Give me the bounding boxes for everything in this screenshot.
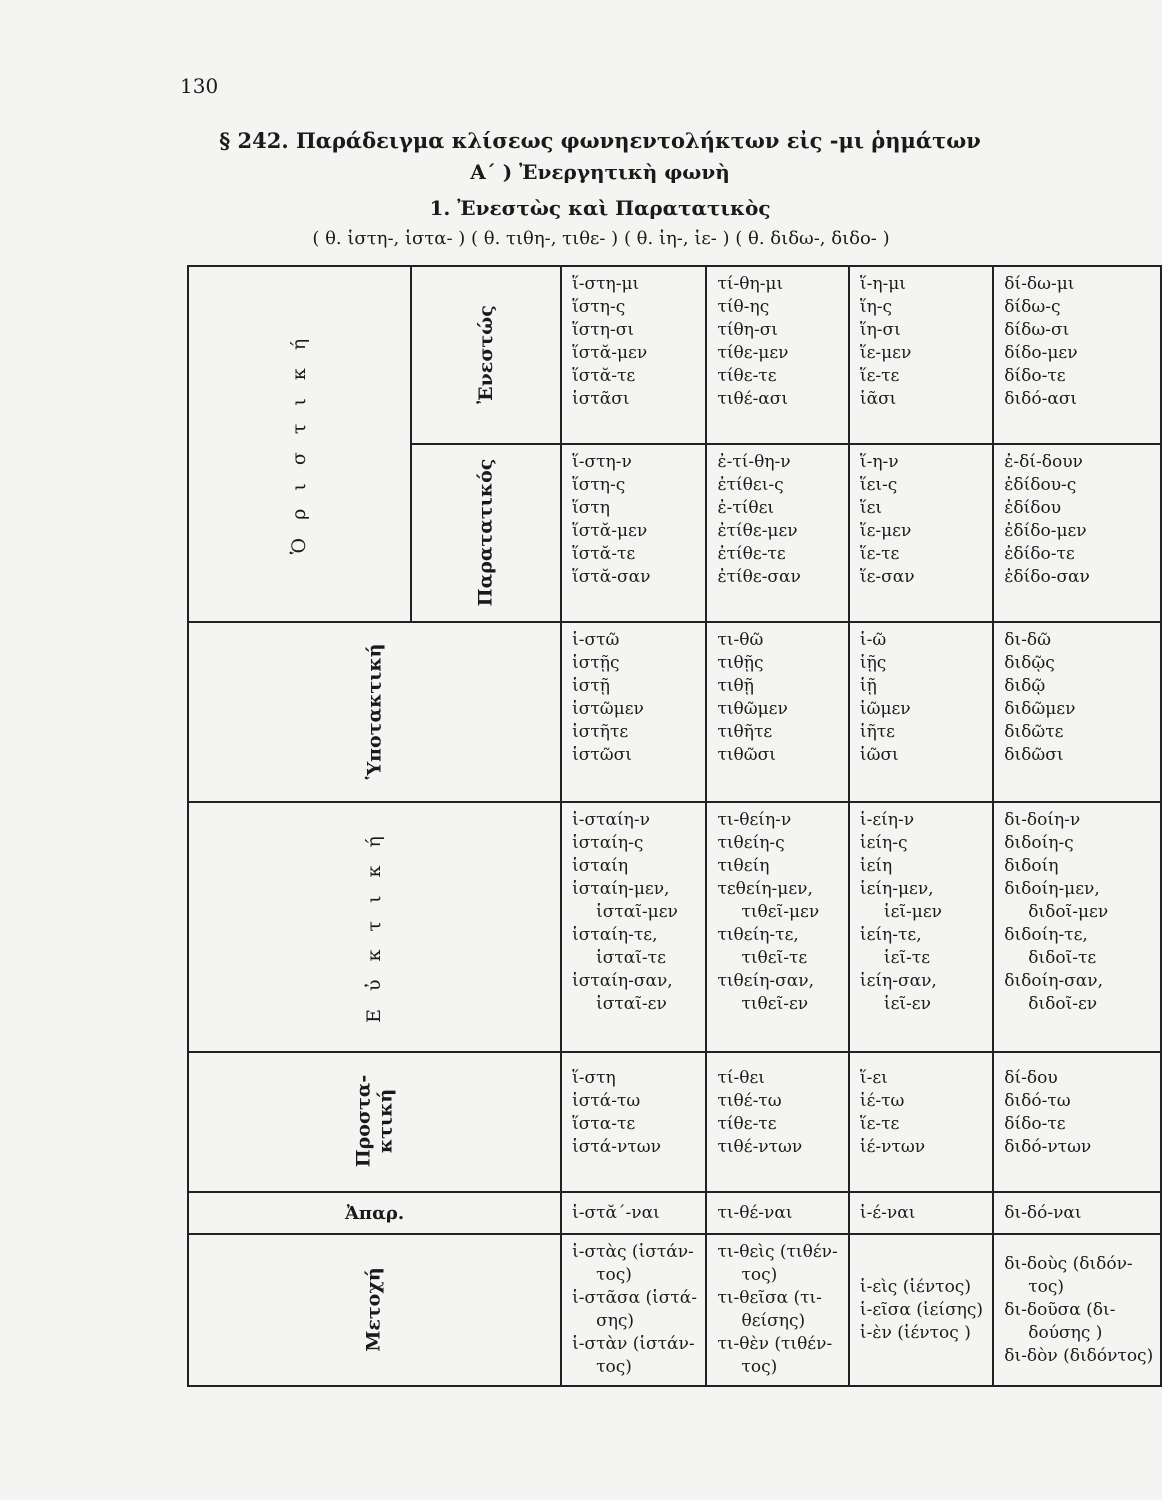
form: ἱεῖ-τε (883, 948, 931, 968)
form: τίθε-τε (717, 366, 777, 386)
form: ἱστά-ντων (572, 1137, 661, 1157)
cell-metochi-hiemi (849, 1234, 993, 1386)
form: τιθῶμεν (717, 699, 788, 719)
form: ἱεῖ-εν (883, 994, 931, 1014)
form: θείσης) (741, 1311, 806, 1331)
tense-paratatikos (411, 444, 561, 622)
form: ἱσταίη-μεν, (572, 879, 670, 899)
form: ἱστῶσι (572, 745, 632, 765)
form: ἵστα-τε (572, 1114, 636, 1134)
form: ἐτίθε-τε (717, 544, 786, 564)
form: τί-θει (717, 1068, 765, 1088)
form: τιθεῖ-μεν (741, 902, 820, 922)
form: ἵ-η-μι (859, 274, 906, 294)
label-prostaktiki (353, 1075, 397, 1168)
label-ypotaktiki: Ὑποτακτική (363, 643, 386, 780)
form: τιθείη-ς (717, 833, 785, 853)
cell-aparemfato-tithemi (706, 1192, 848, 1234)
form: ἱ-στᾶσα (ἱστά- (572, 1288, 698, 1308)
form: ἐδίδο-μεν (1004, 521, 1087, 541)
form: ἐ-τίθει (717, 498, 775, 518)
stem-isthmi: ( θ. ἱστη-, ἱστα- ) (312, 228, 466, 249)
form: ἱστᾶσι (572, 389, 630, 409)
form: ἵε-σαν (859, 567, 915, 587)
cell-enestos-didomi (993, 266, 1161, 444)
form: δι-δῶ (1004, 630, 1051, 650)
cell-prostaktiki-didomi (993, 1052, 1161, 1192)
cell-prostaktiki-istemi (561, 1052, 706, 1192)
form: ἵστᾰ-μεν (572, 521, 648, 541)
page-number: 130 (180, 74, 219, 98)
form: ἐδίδο-τε (1004, 544, 1075, 564)
form: ἱσταῖ-μεν (596, 902, 678, 922)
cell-paratatikos-istemi (561, 444, 706, 622)
form: ἱῶσι (859, 745, 899, 765)
form: δίδω-σι (1004, 320, 1070, 340)
form: ἵε-τε (859, 544, 900, 564)
form: τιθέ-ντων (717, 1137, 803, 1157)
form: τιθεῖ-τε (741, 948, 808, 968)
form: διδό-τω (1004, 1091, 1071, 1111)
form: ἱ-σταίη-ν (572, 810, 650, 830)
form: ἵστη-ς (572, 297, 626, 317)
form: τιθῆτε (717, 722, 773, 742)
form: ἱ-έ-ναι (859, 1202, 916, 1223)
form: ἱ-στᾰ΄-ναι (572, 1202, 660, 1223)
form: ἱ-ὲν (ἱέντος ) (859, 1322, 971, 1343)
cell-ypotaktiki-istemi (561, 622, 706, 802)
form: τιθῇς (717, 653, 764, 673)
cell-ypotaktiki-tithemi (706, 622, 848, 802)
form: ἵστᾰ-τε (572, 366, 636, 386)
form: δι-δοὺς (διδόν- (1004, 1253, 1133, 1274)
form: διδῶμεν (1004, 699, 1076, 719)
mood-metochi (188, 1234, 561, 1386)
row-ypotaktiki (188, 622, 1161, 802)
row-prostaktiki (188, 1052, 1161, 1192)
form: ἱσταίη-τε, (572, 925, 658, 945)
label-efktiki: Ε ὐ κ τ ι κ ή (363, 830, 386, 1023)
form: διδοῖ-εν (1028, 994, 1098, 1014)
form: δι-δό-ναι (1004, 1202, 1082, 1223)
form: τίθε-τε (717, 1114, 777, 1134)
form: ἐτίθε-μεν (717, 521, 798, 541)
tense-enestos (411, 266, 561, 444)
stems-line (186, 228, 1016, 249)
cell-ypotaktiki-hiemi (849, 622, 993, 802)
form: τίθη-σι (717, 320, 778, 340)
form: δούσης ) (1028, 1322, 1103, 1343)
form: ἱῇς (859, 653, 887, 673)
form: ἵει (859, 498, 883, 518)
form: τι-θὲν (τιθέν- (717, 1334, 833, 1354)
form: δι-δοῦσα (δι- (1004, 1299, 1116, 1320)
form: διδό-ντων (1004, 1137, 1092, 1157)
form: διδοίη-ς (1004, 833, 1074, 853)
form: τος) (596, 1265, 632, 1285)
form: διδῷς (1004, 653, 1055, 673)
cell-efktiki-didomi (993, 802, 1161, 1052)
form: τί-θη-μι (717, 274, 784, 294)
mood-oristiki (188, 266, 411, 622)
cell-paratatikos-hiemi (849, 444, 993, 622)
row-metochi (188, 1234, 1161, 1386)
mood-prostaktiki (188, 1052, 561, 1192)
form: ἱστά-τω (572, 1091, 641, 1111)
stem-hiemi: ( θ. ἱη-, ἱε- ) (623, 228, 730, 249)
label-prostaktiki-line2: κτική (374, 1088, 397, 1154)
form: διδῶσι (1004, 745, 1064, 765)
cell-aparemfato-istemi (561, 1192, 706, 1234)
stem-didomi: ( θ. διδω-, διδο- ) (735, 228, 890, 249)
form: διδοίη-τε, (1004, 925, 1088, 945)
form: δι-δοίη-ν (1004, 810, 1081, 830)
form: ἱ-εὶς (ἱέντος) (859, 1276, 971, 1297)
form: τι-θεῖσα (τι- (717, 1288, 822, 1308)
form: ἱῆτε (859, 722, 895, 742)
form: τιθείη-σαν, (717, 971, 814, 991)
form: ἵει-ς (859, 475, 898, 495)
form: τιθῇ (717, 676, 754, 696)
form: ἐ-δί-δουν (1004, 452, 1083, 472)
form: ἵε-τε (859, 366, 900, 386)
cell-paratatikos-didomi (993, 444, 1161, 622)
form: τος) (596, 1357, 632, 1377)
form: ἱσταίη (572, 856, 629, 876)
cell-enestos-istemi (561, 266, 706, 444)
row-aparemfato (188, 1192, 1161, 1234)
form: ἵστᾰ-τε (572, 544, 636, 564)
form: σης) (596, 1311, 635, 1331)
form: ἵστη (572, 498, 610, 518)
form: ἱστῇς (572, 653, 620, 673)
mood-efktiki (188, 802, 561, 1052)
form: ἱ-είη-ν (859, 810, 915, 830)
form: ἱείη-μεν, (859, 879, 934, 899)
cell-metochi-istemi (561, 1234, 706, 1386)
form: τος) (741, 1357, 778, 1377)
section-heading: 1. Ἐνεστὼς καὶ Παρατατικὸς (429, 196, 771, 220)
form: ἵ-ει (859, 1068, 888, 1088)
form: ἱστῶμεν (572, 699, 644, 719)
label-metochi: Μετοχή (363, 1267, 386, 1352)
form: διδοίη (1004, 856, 1059, 876)
form: δίδο-τε (1004, 366, 1066, 386)
form: ἵστη-σι (572, 320, 634, 340)
conjugation-table (187, 265, 1162, 1387)
page-title: § 242. Παράδειγμα κλίσεως φωνηεντολήκτων εἰς -μι ῥημάτων (219, 128, 981, 153)
form: τίθε-μεν (717, 343, 789, 363)
form: ἵε-μεν (859, 521, 912, 541)
form: δί-δου (1004, 1068, 1058, 1088)
form: ἱείη-τε, (859, 925, 922, 945)
stem-tithemi: ( θ. τιθη-, τιθε- ) (471, 228, 619, 249)
cell-prostaktiki-tithemi (706, 1052, 848, 1192)
cell-efktiki-tithemi (706, 802, 848, 1052)
form: ἱῶμεν (859, 699, 911, 719)
mood-aparemfato: Ἀπαρ. (188, 1192, 561, 1234)
form: ἱέ-ντων (859, 1137, 926, 1157)
form: ἵστᾰ-σαν (572, 567, 651, 587)
cell-prostaktiki-hiemi (849, 1052, 993, 1192)
form: ἱ-εῖσα (ἱείσης) (859, 1299, 984, 1320)
form: ἐτίθει-ς (717, 475, 784, 495)
form: ἱστῇ (572, 676, 610, 696)
form: τι-θείη-ν (717, 810, 792, 830)
form: ἵ-η-ν (859, 452, 899, 472)
form: ἱ-στὰν (ἱστάν- (572, 1334, 695, 1354)
row-efktiki (188, 802, 1161, 1052)
form: διδό-ασι (1004, 389, 1078, 409)
form: δι-δὸν (διδόντος) (1004, 1345, 1154, 1366)
mood-ypotaktiki (188, 622, 561, 802)
form: ἐδίδου-ς (1004, 475, 1077, 495)
form: διδῶτε (1004, 722, 1064, 742)
form: διδῷ (1004, 676, 1046, 696)
form: διδοῖ-μεν (1028, 902, 1109, 922)
form: ἱσταίη-ς (572, 833, 644, 853)
cell-paratatikos-tithemi (706, 444, 848, 622)
form: ἵ-στη-ν (572, 452, 632, 472)
form: ἱείη (859, 856, 893, 876)
form: τίθ-ης (717, 297, 770, 317)
form: ἱεῖ-μεν (883, 902, 942, 922)
form: δί-δω-μι (1004, 274, 1075, 294)
form: τι-θέ-ναι (717, 1202, 793, 1223)
form: ἱᾶσι (859, 389, 897, 409)
label-paratatikos: Παρατατικός (474, 458, 497, 607)
form: ἱ-στῶ (572, 630, 620, 650)
cell-enestos-hiemi (849, 266, 993, 444)
form: τιθέ-τω (717, 1091, 782, 1111)
form: ἵη-σι (859, 320, 901, 340)
form: τι-θῶ (717, 630, 764, 650)
cell-metochi-tithemi (706, 1234, 848, 1386)
cell-enestos-tithemi (706, 266, 848, 444)
form: ἵε-τε (859, 1114, 900, 1134)
form: ἱέ-τω (859, 1091, 905, 1111)
form: ἵε-μεν (859, 343, 912, 363)
form: ἱσταῖ-τε (596, 948, 666, 968)
form: ἵ-στη-μι (572, 274, 640, 294)
label-prostaktiki-line1: Προστα- (352, 1074, 375, 1168)
form: τος) (1028, 1276, 1065, 1297)
form: ἱσταῖ-εν (596, 994, 667, 1014)
cell-aparemfato-hiemi (849, 1192, 993, 1234)
form: ἱῇ (859, 676, 877, 696)
cell-efktiki-hiemi (849, 802, 993, 1052)
label-enestos: Ἐνεστώς (474, 305, 497, 404)
form: διδοίη-μεν, (1004, 879, 1100, 899)
form: δίδω-ς (1004, 297, 1061, 317)
form: τιθέ-ασι (717, 389, 789, 409)
form: διδοίη-σαν, (1004, 971, 1104, 991)
form: τεθείη-μεν, (717, 879, 813, 899)
label-oristiki: Ὁ ρ ι σ τ ι κ ή (288, 332, 311, 555)
form: ἱστῆτε (572, 722, 629, 742)
form: διδοῖ-τε (1028, 948, 1097, 968)
form: ἵη-ς (859, 297, 893, 317)
form: ἵστᾰ-μεν (572, 343, 648, 363)
form: τος) (741, 1265, 778, 1285)
form: τιθῶσι (717, 745, 776, 765)
form: δίδο-τε (1004, 1114, 1066, 1134)
form: ἱ-στὰς (ἱστάν- (572, 1242, 694, 1262)
cell-efktiki-istemi (561, 802, 706, 1052)
form: ἐ-τί-θη-ν (717, 452, 791, 472)
form: ἱείη-σαν, (859, 971, 937, 991)
form: ἱσταίη-σαν, (572, 971, 673, 991)
form: ἱ-ῶ (859, 630, 887, 650)
form: δίδο-μεν (1004, 343, 1078, 363)
form: τιθείη (717, 856, 770, 876)
form: ἐτίθε-σαν (717, 567, 801, 587)
form: ἱείη-ς (859, 833, 908, 853)
cell-metochi-didomi (993, 1234, 1161, 1386)
form: ἵστη-ς (572, 475, 626, 495)
form: τι-θεὶς (τιθέν- (717, 1242, 838, 1262)
cell-ypotaktiki-didomi (993, 622, 1161, 802)
form: ἐδίδου (1004, 498, 1062, 518)
form: τιθεῖ-εν (741, 994, 809, 1014)
form: τιθείη-τε, (717, 925, 799, 945)
form: ἵ-στη (572, 1068, 616, 1088)
voice-heading: Α΄ ) Ἐνεργητικὴ φωνὴ (470, 160, 730, 184)
cell-aparemfato-didomi (993, 1192, 1161, 1234)
form: ἐδίδο-σαν (1004, 567, 1090, 587)
row-enestos (188, 266, 1161, 444)
